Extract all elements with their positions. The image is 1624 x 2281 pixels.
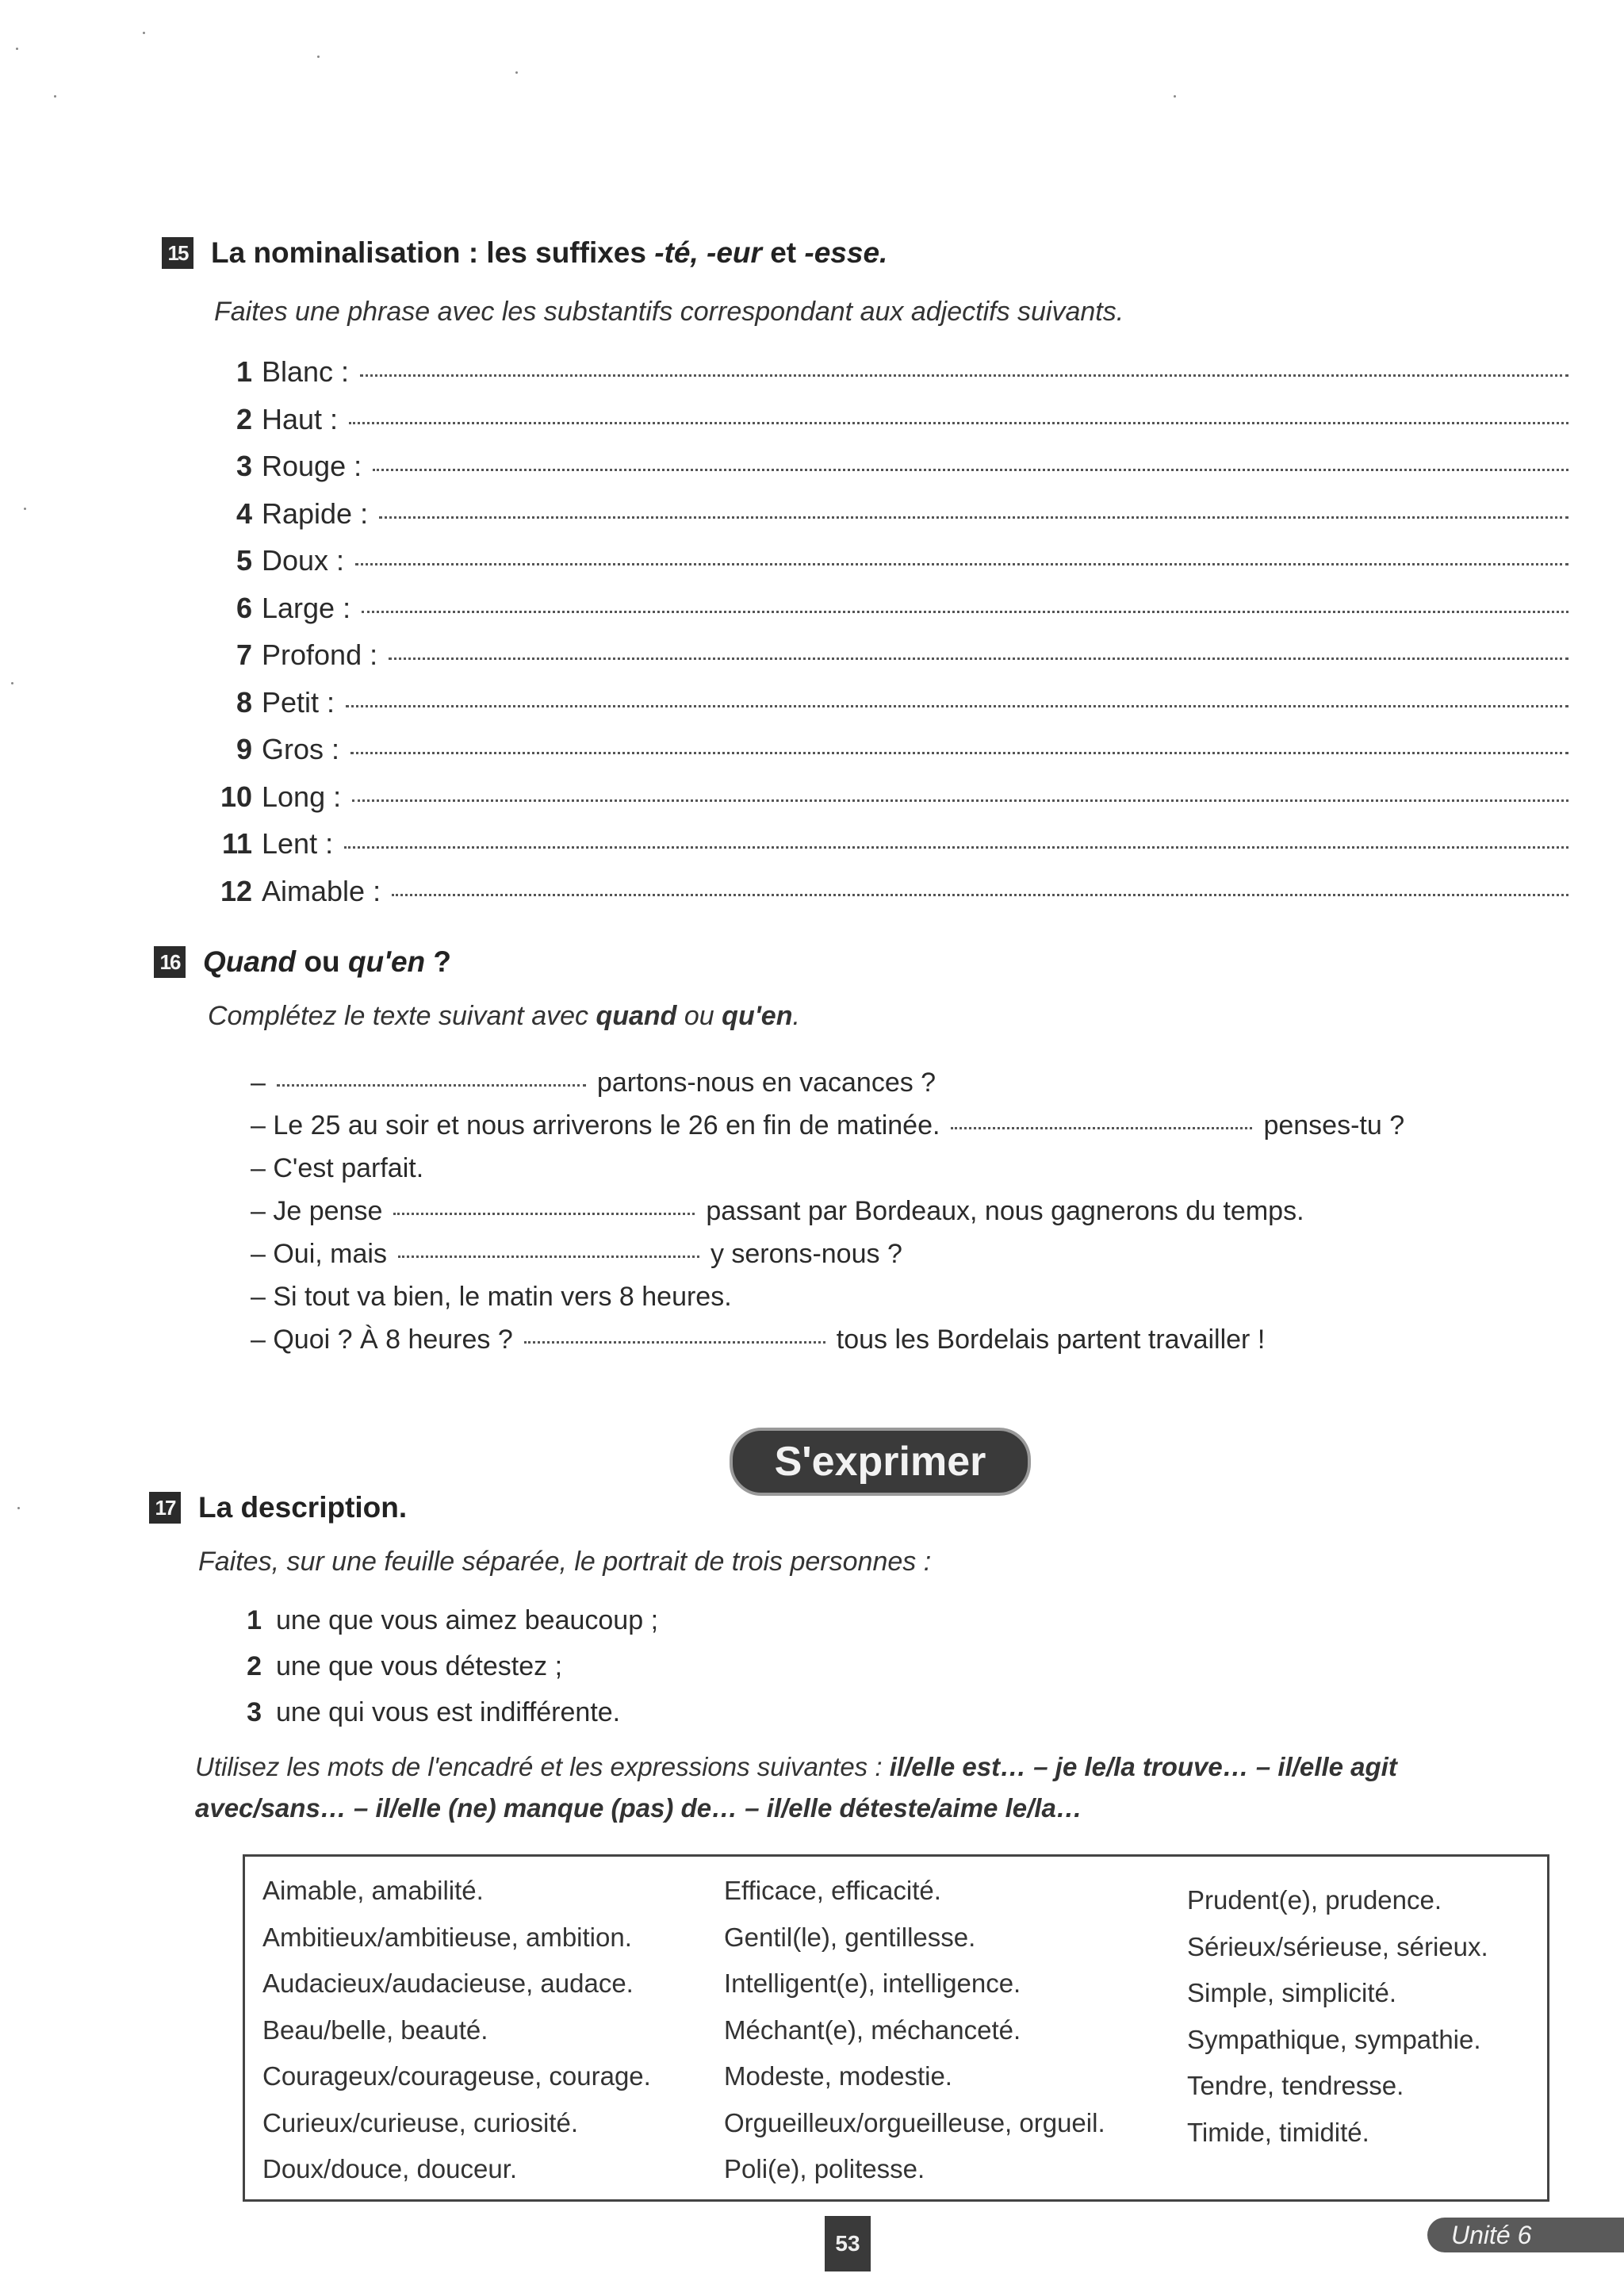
item-number: 8 [236, 685, 252, 719]
vocabulary-entry: Aimable, amabilité. [262, 1876, 484, 1905]
vocabulary-entry: Sympathique, sympathie. [1187, 2024, 1481, 2054]
item-number: 10 [220, 780, 252, 813]
dotted-answer-blank[interactable] [346, 705, 1568, 707]
unit-tab: Unité 6 [1427, 2218, 1624, 2252]
dialogue-text: passant par Bordeaux, nous gagnerons du temps. [706, 1196, 1304, 1226]
page-number: 53 [825, 2216, 871, 2271]
dialogue-line [251, 1196, 1304, 1227]
exercise-16-header [154, 945, 451, 979]
answer-line[interactable] [214, 544, 1568, 577]
adjective-label: Doux : [262, 544, 345, 577]
dotted-answer-blank[interactable] [393, 1213, 695, 1215]
exercise-17-header [149, 1491, 407, 1524]
adjective-label: Rapide : [262, 496, 369, 530]
vocabulary-entry: Orgueilleux/orgueilleuse, orgueil. [724, 2107, 1105, 2137]
exercise-15-header [162, 236, 887, 270]
adjective-label: Profond : [262, 638, 378, 671]
item-text: une que vous aimez beaucoup ; [276, 1605, 659, 1635]
dotted-answer-blank[interactable] [524, 1341, 825, 1344]
answer-line[interactable] [214, 355, 1568, 389]
adjective-label: Lent : [262, 827, 334, 860]
item-text: une qui vous est indifférente. [276, 1697, 621, 1727]
dotted-answer-blank[interactable] [349, 422, 1568, 424]
dotted-answer-blank[interactable] [355, 563, 1568, 565]
dotted-answer-blank[interactable] [350, 752, 1568, 754]
exercise-number: 15 [162, 237, 193, 269]
exercise-title: La description. [198, 1491, 408, 1524]
adjective-label: Haut : [262, 402, 339, 435]
adjective-label: Aimable : [262, 874, 381, 907]
item-number: 3 [247, 1697, 262, 1727]
vocabulary-entry: Audacieux/audacieuse, audace. [262, 1969, 634, 1998]
dotted-answer-blank[interactable] [389, 657, 1568, 660]
dialogue-text: – Quoi ? À 8 heures ? [251, 1325, 513, 1355]
scan-speck [24, 508, 26, 510]
exercise-title: Quand ou qu'en ? [203, 945, 452, 978]
portrait-item [230, 1605, 658, 1636]
item-number: 9 [236, 733, 252, 765]
dialogue-line [251, 1282, 732, 1313]
vocabulary-entry: Timide, timidité. [1187, 2117, 1369, 2147]
scan-speck [17, 1507, 20, 1509]
vocabulary-column-1 [262, 1868, 651, 2193]
item-number: 1 [247, 1605, 262, 1635]
scan-speck [143, 32, 145, 34]
dialogue-text: – Je pense [251, 1196, 383, 1226]
item-number: 12 [220, 874, 252, 907]
item-text: une que vous détestez ; [276, 1651, 563, 1681]
item-number: 3 [236, 450, 252, 482]
dialogue-text: – Oui, mais [251, 1239, 387, 1269]
vocabulary-entry: Méchant(e), méchanceté. [724, 2015, 1021, 2045]
item-number: 11 [221, 827, 252, 860]
dotted-answer-blank[interactable] [344, 846, 1568, 849]
vocabulary-entry: Beau/belle, beauté. [262, 2015, 488, 2045]
answer-line[interactable] [214, 827, 1568, 861]
exercise-number: 17 [149, 1492, 181, 1524]
dotted-answer-blank[interactable] [352, 799, 1568, 802]
dotted-answer-blank[interactable] [392, 894, 1568, 896]
exercise-number: 16 [154, 946, 186, 978]
vocabulary-column-2 [724, 1868, 1105, 2193]
item-number: 4 [236, 496, 252, 530]
adjective-label: Large : [262, 591, 351, 624]
adjective-label: Long : [262, 780, 342, 813]
item-number: 2 [236, 402, 252, 435]
scan-speck [11, 682, 13, 684]
adjective-label: Rouge : [262, 450, 362, 482]
scan-speck [317, 56, 320, 58]
exercise-instruction: Complétez le texte suivant avec quand ou qu'en. [208, 1001, 800, 1031]
exercise-title: La nominalisation : les suffixes -té, -eur et -esse. [211, 236, 888, 269]
vocabulary-entry: Gentil(le), gentillesse. [724, 1922, 976, 1952]
answer-line[interactable] [214, 733, 1568, 766]
item-number: 1 [236, 355, 252, 388]
vocabulary-box [243, 1854, 1549, 2202]
portrait-item [230, 1651, 562, 1682]
portrait-item [230, 1697, 620, 1728]
vocabulary-entry: Ambitieux/ambitieuse, ambition. [262, 1922, 632, 1952]
item-number: 6 [236, 591, 252, 624]
vocabulary-entry: Simple, simplicité. [1187, 1978, 1397, 2007]
item-number: 5 [236, 544, 252, 577]
dotted-answer-blank[interactable] [362, 611, 1568, 613]
answer-line[interactable] [214, 592, 1568, 625]
dotted-answer-blank[interactable] [379, 516, 1568, 519]
dialogue-text: – C'est parfait. [251, 1153, 424, 1183]
dialogue-line [251, 1239, 902, 1270]
dialogue-line [251, 1068, 936, 1098]
answer-line[interactable] [214, 780, 1568, 814]
vocabulary-entry: Intelligent(e), intelligence. [724, 1969, 1021, 1998]
scan-speck [1174, 95, 1176, 98]
dialogue-line [251, 1325, 1265, 1355]
vocabulary-entry: Sérieux/sérieuse, sérieux. [1187, 1931, 1488, 1961]
dotted-answer-blank[interactable] [277, 1084, 586, 1087]
vocabulary-entry: Doux/douce, douceur. [262, 2154, 518, 2183]
answer-line[interactable] [214, 403, 1568, 436]
vocabulary-entry: Efficace, efficacité. [724, 1876, 941, 1905]
dialogue-text: penses-tu ? [1263, 1110, 1405, 1140]
dialogue-text: – [251, 1068, 266, 1098]
item-number: 2 [247, 1651, 262, 1681]
section-banner: S'exprimer [730, 1428, 1031, 1496]
answer-line[interactable] [214, 450, 1568, 483]
vocabulary-entry: Prudent(e), prudence. [1187, 1885, 1442, 1915]
item-number: 7 [236, 638, 252, 671]
scan-speck [54, 95, 56, 98]
dotted-answer-blank[interactable] [360, 374, 1568, 377]
dotted-answer-blank[interactable] [951, 1127, 1252, 1129]
adjective-label: Blanc : [262, 355, 350, 388]
dialogue-line [251, 1153, 423, 1184]
answer-line[interactable] [214, 686, 1568, 719]
usage-instruction: Utilisez les mots de l'encadré et les expressions suivantes : il/elle est… – je le/la trouve… – il/elle agit avec/sans… – il/elle (ne) manque (pas) de… – il/elle déteste/aime le/la… [195, 1752, 1397, 1823]
answer-line[interactable] [214, 638, 1568, 672]
answer-line[interactable] [214, 875, 1568, 908]
dialogue-line [251, 1110, 1404, 1141]
adjective-label: Gros : [262, 733, 340, 765]
dialogue-text: – Si tout va bien, le matin vers 8 heures. [251, 1282, 732, 1312]
dialogue-text: – Le 25 au soir et nous arriverons le 26 en fin de matinée. [251, 1110, 940, 1140]
vocabulary-entry: Poli(e), politesse. [724, 2154, 925, 2183]
dialogue-text: tous les Bordelais partent travailler ! [836, 1325, 1266, 1355]
exercise-instruction: Faites, sur une feuille séparée, le portrait de trois personnes : [198, 1547, 932, 1577]
dotted-answer-blank[interactable] [398, 1256, 699, 1258]
vocabulary-entry: Curieux/curieuse, curiosité. [262, 2107, 578, 2137]
dotted-answer-blank[interactable] [373, 469, 1568, 471]
answer-line[interactable] [214, 497, 1568, 531]
vocabulary-entry: Modeste, modestie. [724, 2061, 952, 2091]
adjective-label: Petit : [262, 685, 335, 719]
scan-speck [16, 48, 18, 50]
dialogue-text: y serons-nous ? [710, 1239, 902, 1269]
scan-speck [515, 71, 518, 74]
vocabulary-entry: Courageux/courageuse, courage. [262, 2061, 651, 2091]
vocabulary-column-3 [1187, 1877, 1488, 2156]
vocabulary-entry: Tendre, tendresse. [1187, 2071, 1404, 2100]
exercise-instruction: Faites une phrase avec les substantifs correspondant aux adjectifs suivants. [214, 297, 1124, 327]
dialogue-text: partons-nous en vacances ? [596, 1068, 936, 1098]
